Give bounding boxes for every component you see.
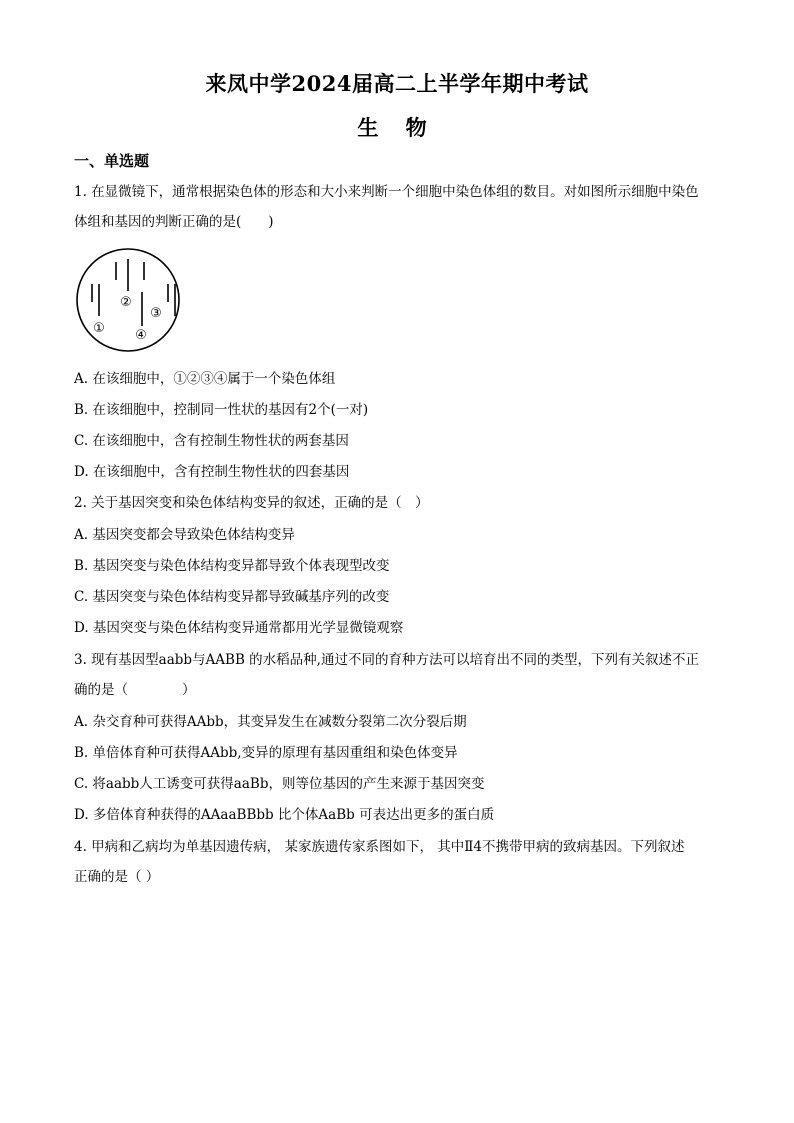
label-2: ② (120, 295, 132, 310)
q4-stem-line2: 正确的是（ ） (74, 869, 160, 885)
q1-stem-line2: 体组和基因的判断正确的是( ) (74, 214, 274, 230)
q2-option-a: A. 基因突变都会导致染色体结构变异 (74, 527, 295, 543)
cell-chromosome-figure (74, 246, 186, 358)
q1-option-d: D. 在该细胞中，含有控制生物性状的四套基因 (74, 464, 350, 480)
exam-title: 来凤中学2024届高二上半学年期中考试 (205, 71, 589, 96)
q2-option-b: B. 基因突变与染色体结构变异都导致个体表现型改变 (74, 558, 390, 574)
chromosomes (92, 259, 175, 326)
q3-option-d: D. 多倍体育种获得的AAaaBBbb 比个体AaBb 可表达出更多的蛋白质 (74, 807, 495, 823)
q1-option-c: C. 在该细胞中，含有控制生物性状的两套基因 (74, 433, 349, 449)
section-heading: 一、单选题 (74, 152, 150, 170)
q2-option-d: D. 基因突变与染色体结构变异通常都用光学显微镜观察 (74, 620, 404, 636)
q3-option-b: B. 单倍体育种可获得AAbb,变异的原理有基因重组和染色体变异 (74, 745, 458, 761)
q3-stem-line1: 3. 现有基因型aabb与AABB 的水稻品种,通过不同的育种方法可以培育出不同的类型，下列有关叙述不正 (74, 652, 699, 668)
q1-stem-line1: 1. 在显微镜下，通常根据染色体的形态和大小来判断一个细胞中染色体组的数目。对如图所示细胞中染色 (74, 184, 699, 200)
label-4: ④ (135, 328, 147, 343)
q3-stem-line2: 确的是（ ） (74, 682, 196, 698)
label-1: ① (93, 321, 105, 336)
label-3: ③ (150, 306, 162, 321)
q1-option-a: A. 在该细胞中，①②③④属于一个染色体组 (74, 371, 336, 387)
q4-stem-line1: 4. 甲病和乙病均为单基因遗传病， 某家族遗传家系图如下， 其中Ⅱ4不携带甲病的致病基因。下列叙述 (74, 839, 685, 855)
q2-option-c: C. 基因突变与染色体结构变异都导致碱基序列的改变 (74, 589, 390, 605)
subject-title: 生 物 (357, 115, 437, 140)
q3-option-c: C. 将aabb人工诱变可获得aaBb，则等位基因的产生来源于基因突变 (74, 776, 485, 792)
q1-option-b: B. 在该细胞中，控制同一性状的基因有2个(一对) (74, 402, 369, 418)
q3-option-a: A. 杂交育种可获得AAbb，其变异发生在减数分裂第二次分裂后期 (74, 714, 467, 730)
q2-stem: 2. 关于基因突变和染色体结构变异的叙述，正确的是（ ） (74, 495, 429, 511)
